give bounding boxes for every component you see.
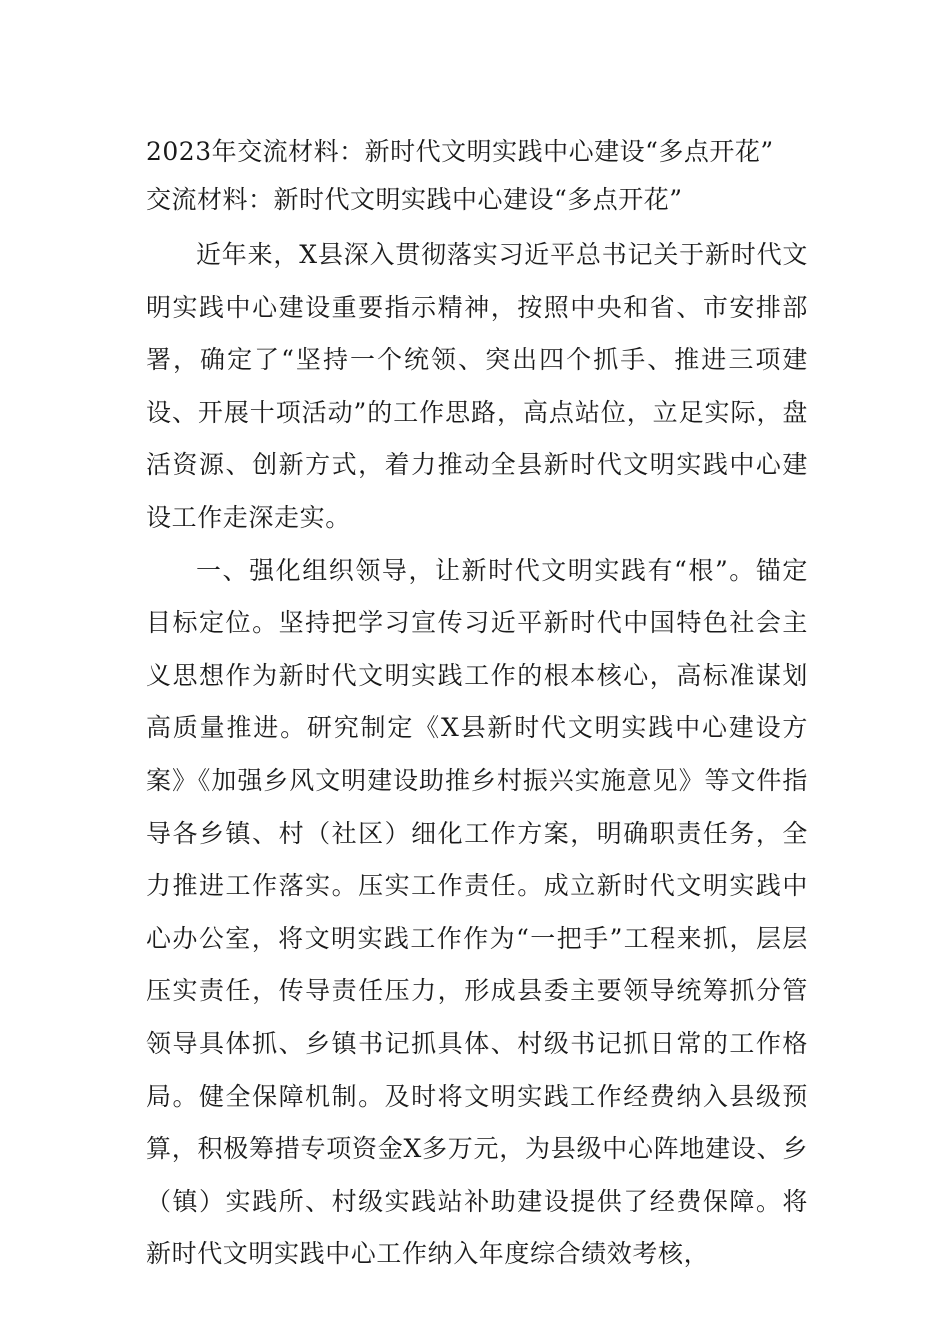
document-title: 2023年交流材料：新时代文明实践中心建设“多点开花” [146,137,774,166]
document-subtitle: 交流材料：新时代文明实践中心建设“多点开花” [146,185,683,214]
document-body [146,128,808,1281]
section-one-paragraph: 一、强化组织领导，让新时代文明实践有“根”。锚定目标定位。坚持把学习宣传习近平新时代中国特色社会主义思想作为新时代文明实践工作的根本核心，高标准谋划高质量推进。研究制定《X县新时代文明实践中心建设方案》《加强乡风文明建设助推乡村振兴实施意见》等文件指导各乡镇、村（社区）细化工作方案，明确职责任务，全力推进工作落实。压实工作责任。成立新时代文明实践中心办公室，将文明实践工作作为“一把手”工程来抓，层层压实责任，传导责任压力，形成县委主要领导统筹抓分管领导具体抓、乡镇书记抓具体、村级书记抓日常的工作格局。健全保障机制。及时将文明实践工作经费纳入县级预算，积极筹措专项资金X多万元，为县级中心阵地建设、乡（镇）实践所、村级实践站补助建设提供了经费保障。将新时代文明实践中心工作纳入年度综合绩效考核， [146,555,808,1269]
intro-paragraph: 近年来，X县深入贯彻落实习近平总书记关于新时代文明实践中心建设重要指示精神，按照中央和省、市安排部署，确定了“坚持一个统领、突出四个抓手、推进三项建设、开展十项活动”的工作思路，高点站位，立足实际，盘活资源、创新方式，着力推动全县新时代文明实践中心建设工作走深走实。 [146,240,808,532]
